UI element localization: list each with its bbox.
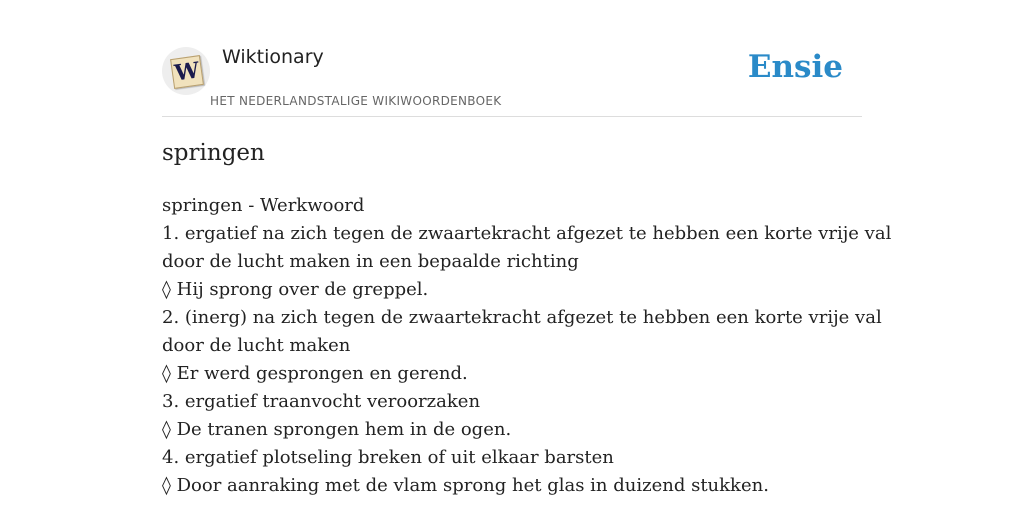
wiktionary-tile-icon: W [170, 55, 204, 89]
definition-line: 3. ergatief traanvocht veroorzaken [162, 391, 481, 412]
definition-line: door de lucht maken [162, 335, 351, 356]
definition-line: 2. (inerg) na zich tegen de zwaartekracht afgezet te hebben een korte vrije val [162, 307, 882, 328]
example-line: ◊ Door aanraking met de vlam sprong het glas in duizend stukken. [162, 475, 769, 496]
site-name[interactable]: Wiktionary [222, 46, 324, 68]
wiktionary-logo[interactable] [162, 47, 210, 95]
definition-line: door de lucht maken in een bepaalde richting [162, 251, 579, 272]
example-line: ◊ Er werd gesprongen en gerend. [162, 363, 468, 384]
definition-line: 1. ergatief na zich tegen de zwaartekracht afgezet te hebben een korte vrije val [162, 223, 892, 244]
definition-line: 4. ergatief plotseling breken of uit elkaar barsten [162, 447, 614, 468]
ensie-brand-link[interactable]: Ensie [747, 49, 843, 85]
entry-term: springen [162, 140, 265, 166]
site-subtitle: HET NEDERLANDSTALIGE WIKIWOORDENBOEK [210, 94, 502, 108]
example-line: ◊ De tranen sprongen hem in de ogen. [162, 419, 512, 440]
definition-heading: springen - Werkwoord [162, 195, 365, 216]
site-header [162, 40, 862, 117]
definition-block [162, 192, 892, 500]
example-line: ◊ Hij sprong over de greppel. [162, 279, 429, 300]
